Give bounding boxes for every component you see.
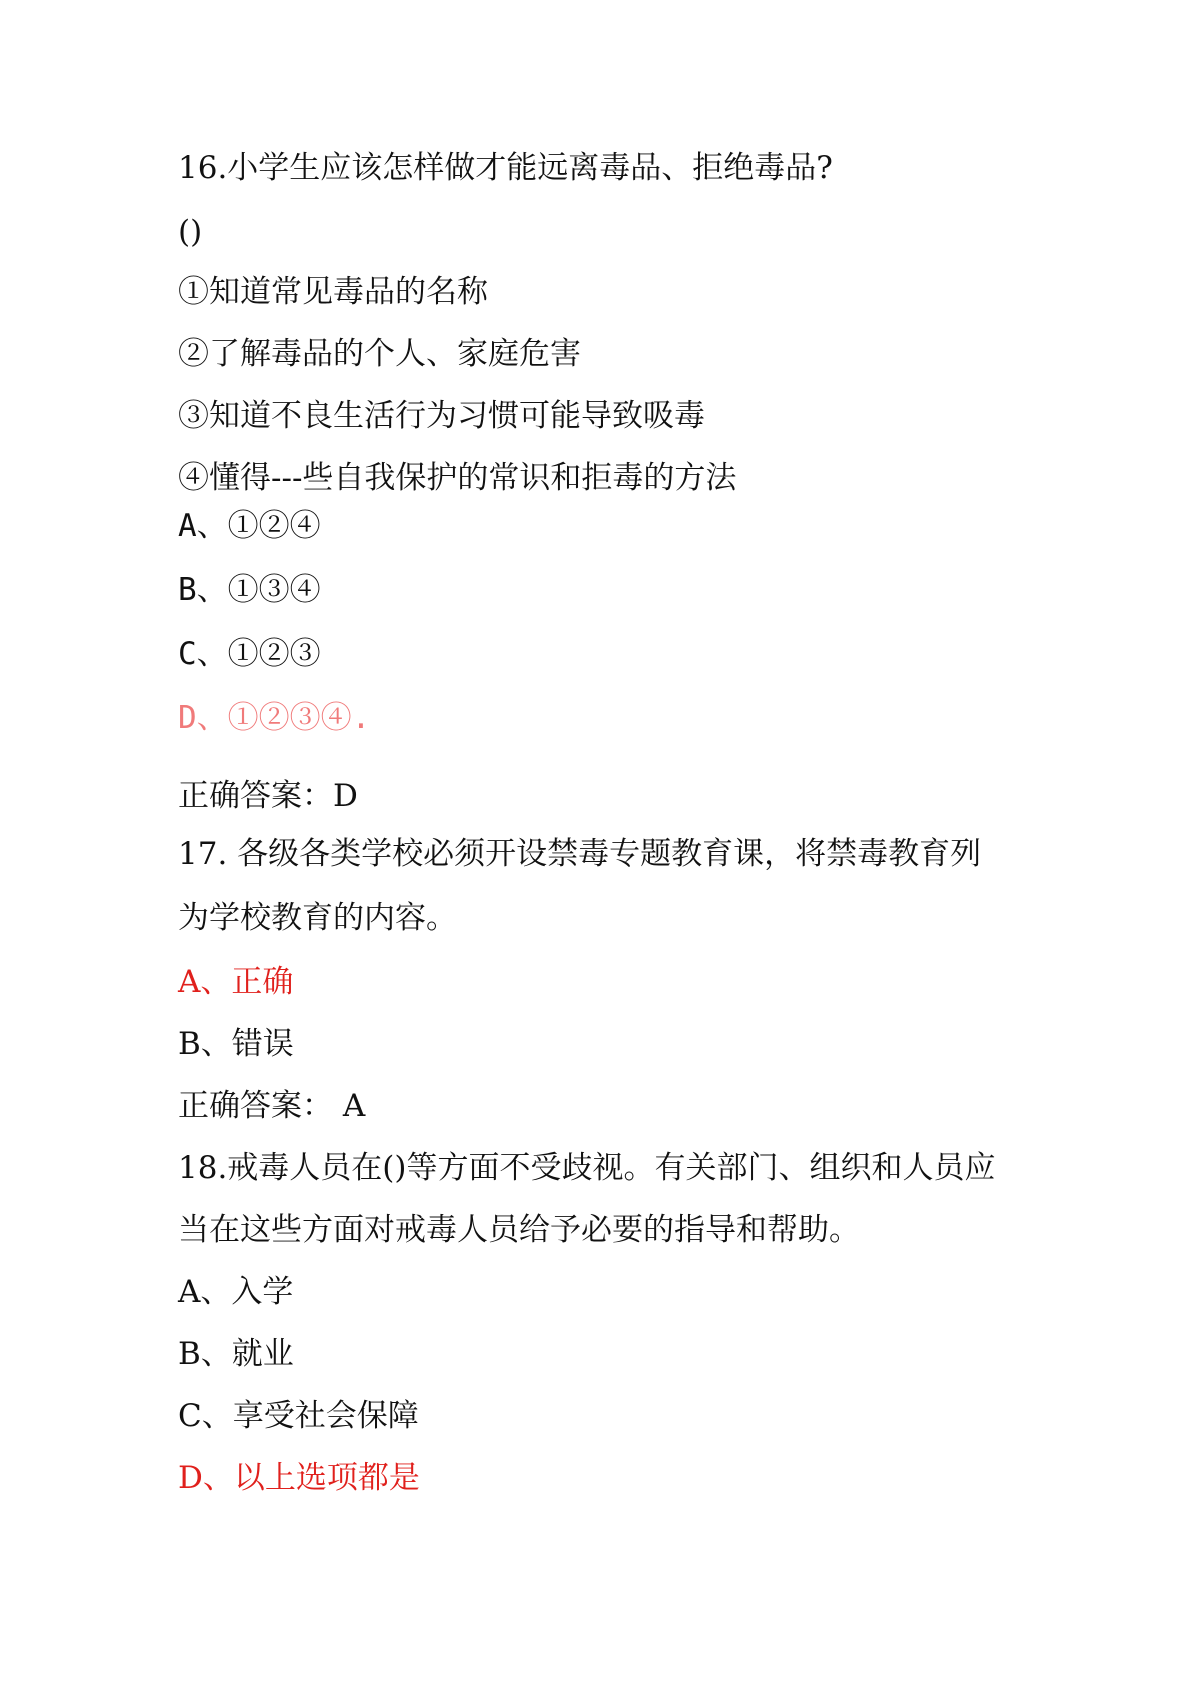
question-16-text: 16.小学生应该怎样做才能远离毒品、拒绝毒品? (178, 150, 833, 186)
question-18-line-1: 18.戒毒人员在()等方面不受歧视。有关部门、组织和人员应 (178, 1150, 996, 1186)
question-16-blank: () (178, 214, 203, 250)
q18-option-d-correct: D、以上选项都是 (178, 1460, 420, 1496)
q17-answer: 正确答案： A (178, 1088, 366, 1124)
q18-option-a: A、入学 (178, 1274, 294, 1310)
q16-option-b: B、①③④ (178, 572, 321, 608)
q16-answer: 正确答案：D (178, 778, 358, 814)
question-18-line-2: 当在这些方面对戒毒人员给予必要的指导和帮助。 (178, 1212, 860, 1248)
q16-option-c: C、①②③ (178, 636, 321, 672)
statement-3: ③知道不良生活行为习惯可能导致吸毒 (178, 398, 705, 434)
q16-option-a: A、①②④ (178, 508, 321, 544)
q17-option-b: B、错误 (178, 1026, 294, 1062)
q18-option-b: B、就业 (178, 1336, 294, 1372)
q17-option-a-correct: A、正确 (178, 964, 294, 1000)
q16-option-d-correct: D、①②③④. (178, 700, 371, 736)
statement-1: ①知道常见毒品的名称 (178, 274, 488, 310)
statement-4: ④懂得---些自我保护的常识和拒毒的方法 (178, 460, 737, 496)
question-17-line-2: 为学校教育的内容。 (178, 900, 457, 936)
question-17-line-1: 17. 各级各类学校必须开设禁毒专题教育课，将禁毒教育列 (178, 836, 982, 872)
q18-option-c: C、享受社会保障 (178, 1398, 419, 1434)
statement-2: ②了解毒品的个人、家庭危害 (178, 336, 581, 372)
